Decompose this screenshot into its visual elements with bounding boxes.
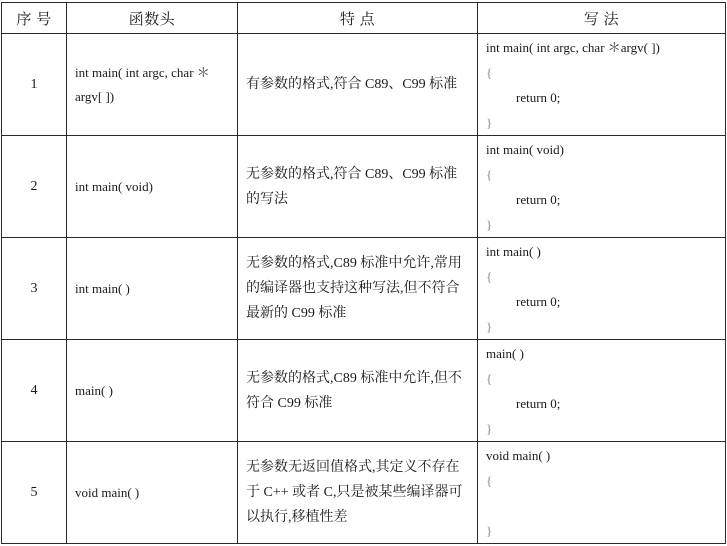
- code-line-return: return 0;: [516, 396, 561, 411]
- table-row: [2, 340, 726, 442]
- code-line-open-brace: {: [486, 473, 493, 488]
- code-line-open-brace: {: [486, 167, 493, 182]
- function-head: void main( ): [67, 442, 238, 544]
- row-number: 2: [2, 136, 67, 238]
- feature-text: 无参数的格式,C89 标准中允许,常用的编译器也支持这种写法,但不符合最新的 C99 标准: [238, 238, 478, 340]
- code-block: [478, 238, 726, 340]
- code-line-return: return 0;: [516, 294, 561, 309]
- code-line-close-brace: }: [486, 421, 493, 436]
- row-number: 5: [2, 442, 67, 544]
- header-syntax: 写 法: [478, 3, 726, 34]
- code-line-open-brace: {: [486, 371, 493, 386]
- code-line-close-brace: }: [486, 217, 493, 232]
- code-line-signature: void main( ): [486, 448, 551, 463]
- header-function-head: 函数头: [67, 3, 238, 34]
- table-row: [2, 34, 726, 136]
- code-line-signature: int main( int argc, char ＊argv( ]): [486, 40, 660, 55]
- row-number: 4: [2, 340, 67, 442]
- code-line-signature: int main( void): [486, 142, 564, 157]
- code-line-return: return 0;: [516, 192, 561, 207]
- feature-text: 有参数的格式,符合 C89、C99 标准: [238, 34, 478, 136]
- code-line-signature: int main( ): [486, 244, 541, 259]
- function-head: main( ): [67, 340, 238, 442]
- table-row: [2, 238, 726, 340]
- code-block: [478, 34, 726, 136]
- row-number: 3: [2, 238, 67, 340]
- code-line-open-brace: {: [486, 269, 493, 284]
- main-function-table: [1, 2, 726, 544]
- code-line-close-brace: }: [486, 523, 493, 538]
- table-row: [2, 136, 726, 238]
- row-number: 1: [2, 34, 67, 136]
- header-features: 特 点: [238, 3, 478, 34]
- code-line-body-empty: [486, 493, 719, 518]
- table-row: [2, 442, 726, 544]
- feature-text: 无参数的格式,C89 标准中允许,但不符合 C99 标准: [238, 340, 478, 442]
- code-block: [478, 442, 726, 544]
- code-block: [478, 340, 726, 442]
- header-number: 序 号: [2, 3, 67, 34]
- function-head: int main( ): [67, 238, 238, 340]
- feature-text: 无参数无返回值格式,其定义不存在于 C++ 或者 C,只是被某些编译器可以执行,移植性差: [238, 442, 478, 544]
- function-head: int main( int argc, char ＊argv[ ]): [67, 34, 238, 136]
- code-line-close-brace: }: [486, 115, 493, 130]
- code-line-return: return 0;: [516, 90, 561, 105]
- code-line-close-brace: }: [486, 319, 493, 334]
- code-line-signature: main( ): [486, 346, 524, 361]
- code-block: [478, 136, 726, 238]
- feature-text: 无参数的格式,符合 C89、C99 标准的写法: [238, 136, 478, 238]
- code-line-open-brace: {: [486, 65, 493, 80]
- header-row: [2, 3, 726, 34]
- function-head: int main( void): [67, 136, 238, 238]
